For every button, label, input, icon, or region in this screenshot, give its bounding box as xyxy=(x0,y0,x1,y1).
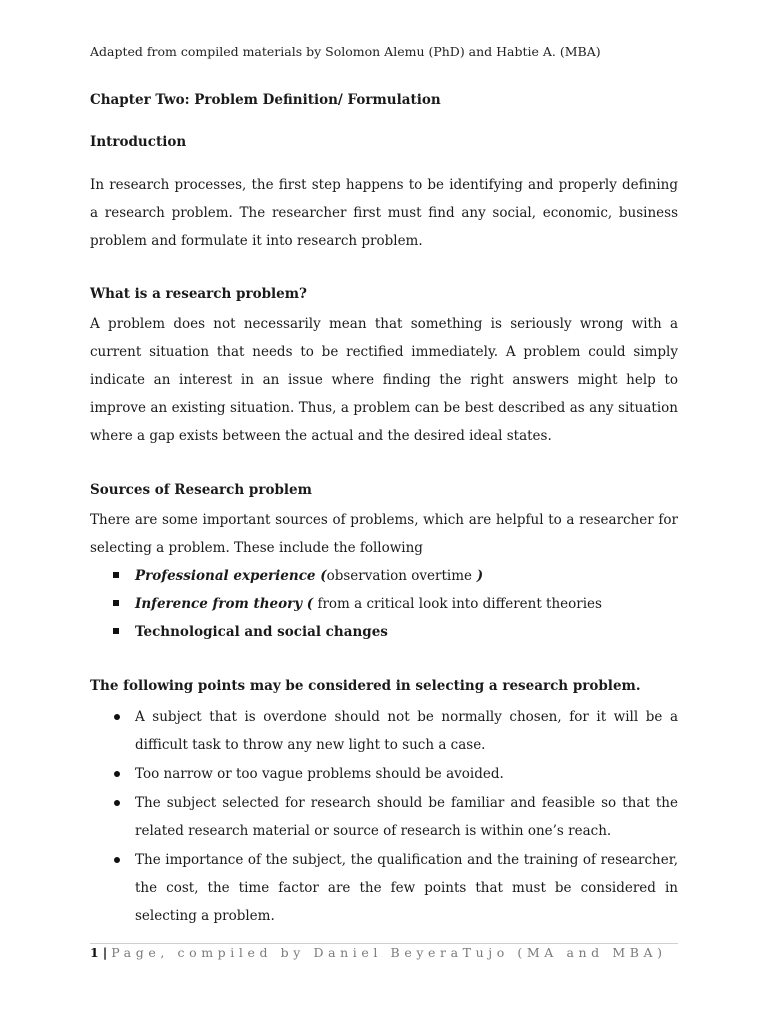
list-item xyxy=(90,590,678,618)
list-item xyxy=(90,618,678,646)
source-label: Technological and social changes xyxy=(135,624,388,640)
introduction-heading: Introduction xyxy=(90,134,187,150)
round-bullet-icon xyxy=(114,857,120,863)
list-item xyxy=(90,760,678,788)
selection-point: Too narrow or too vague problems should be avoided. xyxy=(135,766,504,782)
source-detail: from a critical look into different theories xyxy=(313,596,602,612)
page-header: Adapted from compiled materials by Solomon Alemu (PhD) and Habtie A. (MBA) xyxy=(90,44,601,59)
selection-point: The subject selected for research should be familiar and feasible so that the related research material or source of research is within one’s reach. xyxy=(135,795,678,839)
source-label: Professional experience ( xyxy=(135,568,327,584)
selection-heading: The following points may be considered in selecting a research problem. xyxy=(90,678,641,694)
chapter-title: Chapter Two: Problem Definition/ Formulation xyxy=(90,92,441,108)
what-is-research-problem-paragraph: A problem does not necessarily mean that something is seriously wrong with a current situation that needs to be rectified immediately. A problem could simply indicate an interest in an issue where finding the right answers might help to improve an existing situation. Thus, a problem can be best described as any situation where a gap exists between the actual and the desired ideal states. xyxy=(90,316,678,444)
list-item xyxy=(90,789,678,845)
sources-paragraph: There are some important sources of problems, which are helpful to a researcher for selecting a problem. These include the following xyxy=(90,512,678,556)
selection-point: The importance of the subject, the qualification and the training of researcher, the cost, the time factor are the few points that must be considered in selecting a problem. xyxy=(135,852,678,924)
footer-divider xyxy=(90,943,678,944)
round-bullet-icon xyxy=(114,714,120,720)
page-number: 1 xyxy=(90,945,99,960)
source-label: Inference from theory ( xyxy=(135,596,314,612)
round-bullet-icon xyxy=(114,800,120,806)
selection-point: A subject that is overdone should not be normally chosen, for it will be a difficult task to throw any new light to such a case. xyxy=(135,709,678,753)
selection-list xyxy=(90,703,678,931)
round-bullet-icon xyxy=(114,771,120,777)
square-bullet-icon xyxy=(113,600,119,606)
square-bullet-icon xyxy=(113,572,119,578)
list-item xyxy=(90,846,678,930)
sources-heading: Sources of Research problem xyxy=(90,482,312,498)
what-is-research-problem-heading: What is a research problem? xyxy=(90,286,307,302)
footer-text: Page, compiled by Daniel BeyeraTujo (MA and MBA) xyxy=(111,945,667,960)
introduction-paragraph: In research processes, the first step happens to be identifying and properly defining a research problem. The researcher first must find any social, economic, business problem and formulate it into research problem. xyxy=(90,177,678,249)
square-bullet-icon xyxy=(113,628,119,634)
sources-list xyxy=(90,562,678,646)
page-footer xyxy=(90,945,667,960)
footer-separator: | xyxy=(102,945,108,960)
source-detail: observation overtime xyxy=(326,568,473,584)
list-item xyxy=(90,562,678,590)
source-tail: ) xyxy=(472,568,484,584)
list-item xyxy=(90,703,678,759)
